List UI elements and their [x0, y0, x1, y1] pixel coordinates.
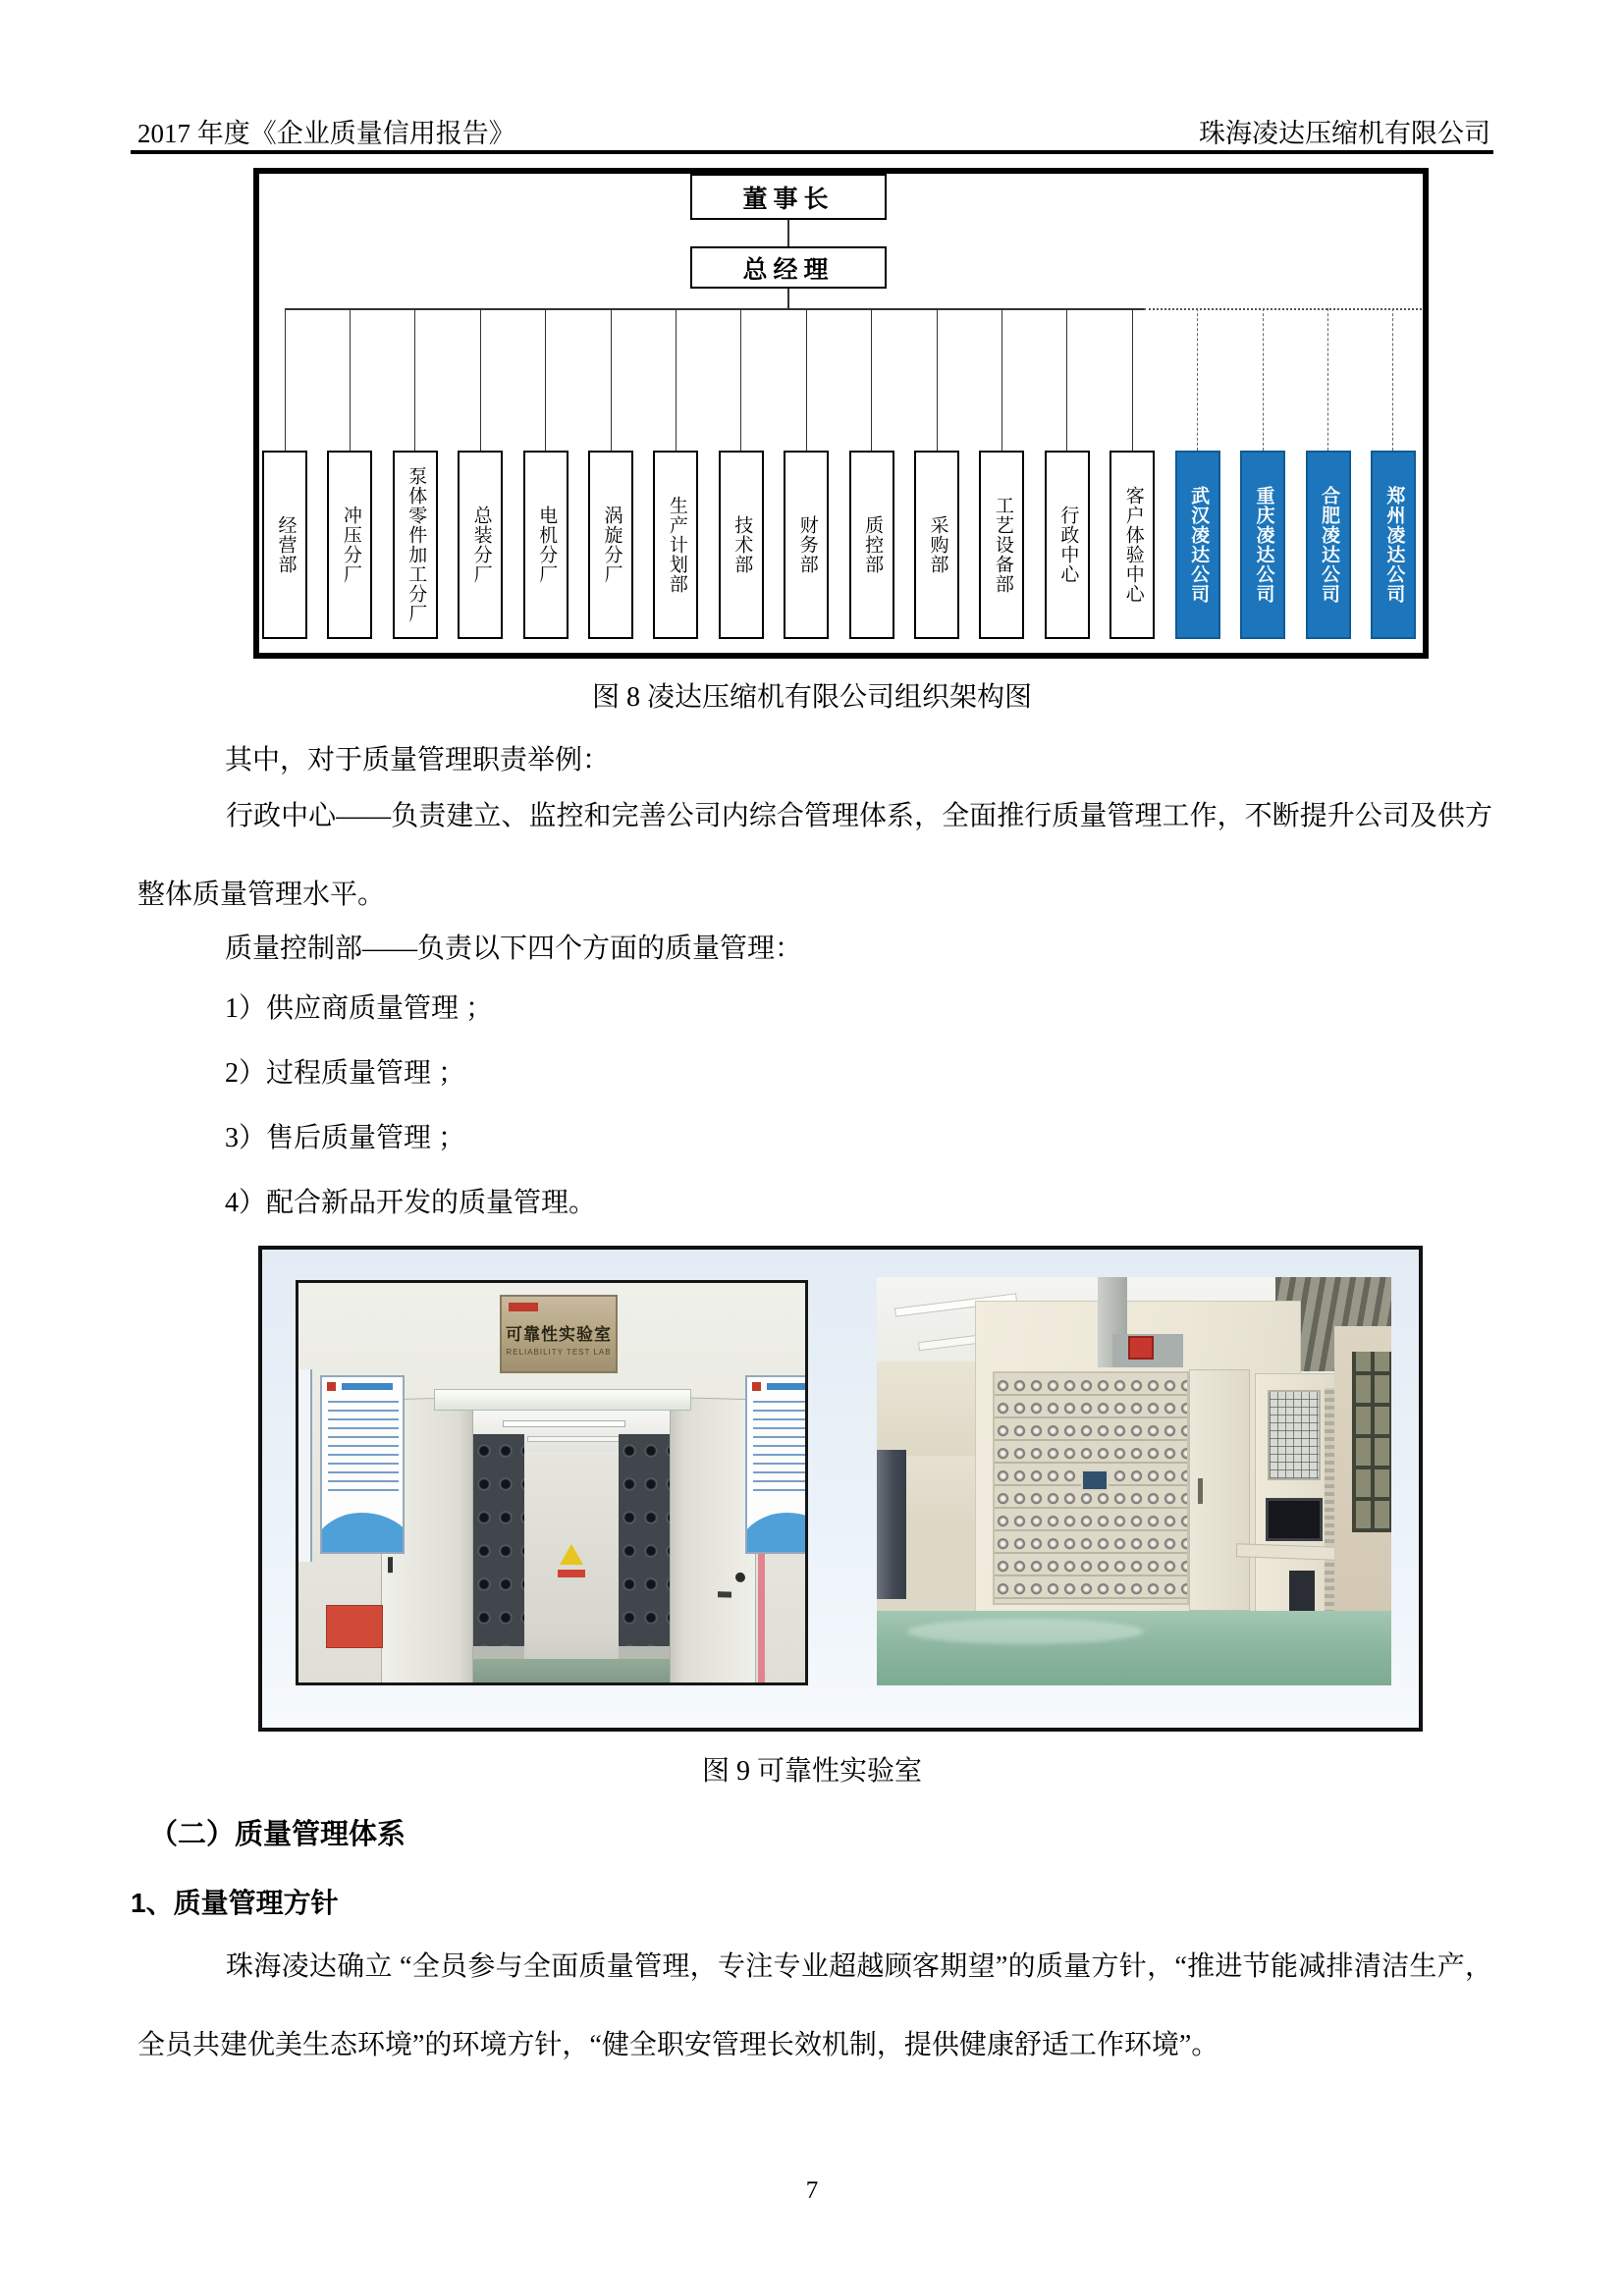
poster-logo — [752, 1382, 761, 1391]
photo-dark-cabinet — [877, 1450, 906, 1581]
department-connector-line — [1066, 308, 1067, 451]
org-department-box — [719, 451, 764, 639]
department-connector-line — [350, 308, 351, 451]
org-department-label: 郑州凌达公司 — [1383, 486, 1405, 604]
org-department-column — [849, 308, 894, 639]
photo-panel-screen — [1081, 1469, 1109, 1491]
department-connector-line — [1263, 308, 1264, 451]
poster-text-rows — [753, 1401, 808, 1497]
org-department-column — [914, 308, 959, 639]
org-department-box — [979, 451, 1024, 639]
org-department-label: 涡旋分厂 — [601, 506, 623, 584]
figure9-photo-panel — [258, 1246, 1423, 1732]
plaque-logo — [509, 1303, 538, 1311]
section-heading-quality-system: （二）质量管理体系 — [149, 1819, 406, 1850]
org-department-box — [262, 451, 307, 639]
org-department-box — [1175, 451, 1220, 639]
photo-floor-reflection — [907, 1619, 1144, 1644]
poster-logo — [327, 1382, 336, 1391]
org-department-column — [1371, 308, 1416, 639]
org-department-box — [784, 451, 829, 639]
org-department-label: 技术部 — [731, 515, 753, 574]
department-connector-line — [806, 308, 807, 451]
org-general-manager-box: 总经理 — [690, 246, 887, 289]
org-department-box — [327, 451, 372, 639]
org-department-column — [327, 308, 372, 639]
org-departments-row — [262, 308, 1416, 639]
org-department-label: 客户体验中心 — [1122, 486, 1144, 604]
photo-door-lintel — [434, 1389, 691, 1411]
photo-detail-door-lock — [718, 1591, 731, 1597]
header-company-name: 珠海凌达压缩机有限公司 — [1199, 119, 1490, 148]
photo-cabinet-mesh-window — [1268, 1390, 1321, 1480]
department-connector-line — [1001, 308, 1002, 451]
org-department-box — [523, 451, 568, 639]
org-department-label: 合肥凌达公司 — [1318, 486, 1339, 604]
org-department-label: 电机分厂 — [536, 506, 558, 584]
header-report-title: 2017 年度《企业质量信用报告》 — [137, 119, 515, 148]
warning-triangle-sign — [560, 1544, 583, 1565]
qc-list-item: 4）配合新品开发的质量管理。 — [225, 1188, 597, 1218]
intro-paragraph: 其中，对于质量管理职责举例： — [225, 745, 611, 775]
org-chairman-box: 董事长 — [690, 174, 887, 220]
qc-list-item: 1）供应商质量管理 ； — [225, 993, 494, 1024]
wall-poster-left — [320, 1375, 405, 1554]
connector-line — [787, 220, 789, 246]
department-connector-line — [611, 308, 612, 451]
figure9-caption: 图 9 可靠性实验室 — [701, 1756, 922, 1787]
photo-monitor — [1266, 1498, 1323, 1541]
org-department-column — [979, 308, 1024, 639]
department-connector-line — [740, 308, 741, 451]
org-department-column — [653, 308, 698, 639]
org-department-box — [458, 451, 503, 639]
org-department-box — [653, 451, 698, 639]
photo-equipment-rack-left — [473, 1434, 524, 1646]
department-connector-line — [1197, 308, 1198, 451]
qc-list-item: 3）售后质量管理 ； — [225, 1123, 466, 1153]
org-department-column — [1110, 308, 1155, 639]
department-connector-line — [480, 308, 481, 451]
org-department-column — [588, 308, 633, 639]
org-department-column — [393, 308, 438, 639]
warning-sign-label — [558, 1570, 585, 1577]
subsection-heading-quality-policy: 1、质量管理方针 — [131, 1888, 339, 1918]
org-department-label: 重庆凌达公司 — [1253, 486, 1274, 604]
department-connector-line — [676, 308, 677, 451]
org-department-box — [849, 451, 894, 639]
org-department-box — [1110, 451, 1155, 639]
photo-detail-hinge — [388, 1557, 393, 1573]
poster-title-bar — [767, 1383, 808, 1390]
org-department-box — [1371, 451, 1416, 639]
department-connector-line — [937, 308, 938, 451]
org-department-column — [262, 308, 307, 639]
quality-policy-paragraph: 珠海凌达确立 “全员参与全面质量管理，专注专业超越顾客期望”的质量方针，“推进节能减排清洁生产，全员共建优美生态环境”的环境方针，“健全职安管理长效机制，提供健康舒适工作环境”。 — [137, 1951, 1492, 2060]
plaque-subtitle: RELIABILITY TEST LAB — [506, 1348, 612, 1357]
org-department-label: 总装分厂 — [470, 506, 492, 584]
photo-detail-poster-edge — [298, 1369, 312, 1562]
photo-side-cabinet-left — [877, 1362, 987, 1456]
poster-text-rows — [328, 1401, 399, 1497]
org-department-label: 泵体零件加工分厂 — [406, 466, 427, 623]
department-connector-line — [871, 308, 872, 451]
poster-title-bar — [342, 1383, 393, 1390]
org-department-column — [1240, 308, 1285, 639]
photo-detail-handle — [1198, 1478, 1203, 1504]
org-department-label: 经营部 — [275, 515, 297, 574]
photo-detail-door-knob — [735, 1573, 745, 1582]
org-department-column — [1175, 308, 1220, 639]
department-connector-line — [414, 308, 415, 451]
photo-red-switch-box — [1128, 1336, 1154, 1360]
org-chart — [253, 168, 1429, 659]
org-department-label: 工艺设备部 — [992, 496, 1013, 594]
red-wall-sign — [326, 1605, 383, 1648]
org-department-label: 行政中心 — [1057, 506, 1079, 584]
photo-test-chamber-room — [877, 1277, 1391, 1685]
photo-lab-corridor — [473, 1411, 670, 1685]
poster-wave-graphic — [320, 1513, 405, 1554]
org-department-label: 武汉凌达公司 — [1188, 486, 1210, 604]
poster-wave-graphic — [745, 1513, 808, 1554]
org-department-column — [719, 308, 764, 639]
department-connector-line — [1132, 308, 1133, 451]
org-department-column — [458, 308, 503, 639]
department-connector-line — [1392, 308, 1393, 451]
org-department-label: 采购部 — [927, 515, 948, 574]
photo-right-door — [670, 1397, 756, 1685]
qc-list-item: 2）过程质量管理 ； — [225, 1058, 466, 1089]
department-connector-line — [1327, 308, 1328, 451]
photo-fluorescent-light — [503, 1420, 625, 1427]
org-department-box — [1045, 451, 1090, 639]
admin-center-paragraph: 行政中心——负责建立、监控和完善公司内综合管理体系，全面推行质量管理工作，不断提升公司及供方整体质量管理水平。 — [137, 801, 1492, 910]
org-department-label: 财务部 — [796, 515, 818, 574]
org-department-box — [1240, 451, 1285, 639]
header-divider — [131, 150, 1493, 154]
org-department-box — [393, 451, 438, 639]
department-connector-line — [545, 308, 546, 451]
page-number: 7 — [805, 2177, 819, 2204]
org-department-box — [588, 451, 633, 639]
org-department-label: 生产计划部 — [666, 496, 687, 594]
org-department-column — [1306, 308, 1351, 639]
org-department-label: 质控部 — [862, 515, 884, 574]
photo-equipment-rack-right — [619, 1434, 670, 1646]
photo-reliability-lab-entrance — [296, 1280, 808, 1685]
quality-control-paragraph: 质量控制部——负责以下四个方面的质量管理： — [225, 934, 803, 964]
org-department-column — [523, 308, 568, 639]
department-connector-line — [285, 308, 286, 451]
org-department-box — [914, 451, 959, 639]
photo-back-door — [524, 1454, 619, 1678]
photo-green-floor — [877, 1611, 1391, 1685]
org-department-column — [1045, 308, 1090, 639]
org-department-box — [1306, 451, 1351, 639]
photo-window — [1352, 1352, 1391, 1532]
connector-line — [787, 289, 789, 308]
plaque-title: 可靠性实验室 — [506, 1325, 612, 1344]
photo-corridor-green-floor — [473, 1659, 670, 1685]
org-department-column — [784, 308, 829, 639]
lab-name-plaque — [500, 1295, 618, 1373]
wall-poster-right — [745, 1375, 808, 1554]
qc-list — [225, 977, 596, 1236]
photo-panel-door — [1189, 1369, 1250, 1611]
figure8-caption: 图 8 凌达压缩机有限公司组织架构图 — [591, 682, 1032, 713]
org-department-label: 冲压分厂 — [340, 506, 361, 584]
